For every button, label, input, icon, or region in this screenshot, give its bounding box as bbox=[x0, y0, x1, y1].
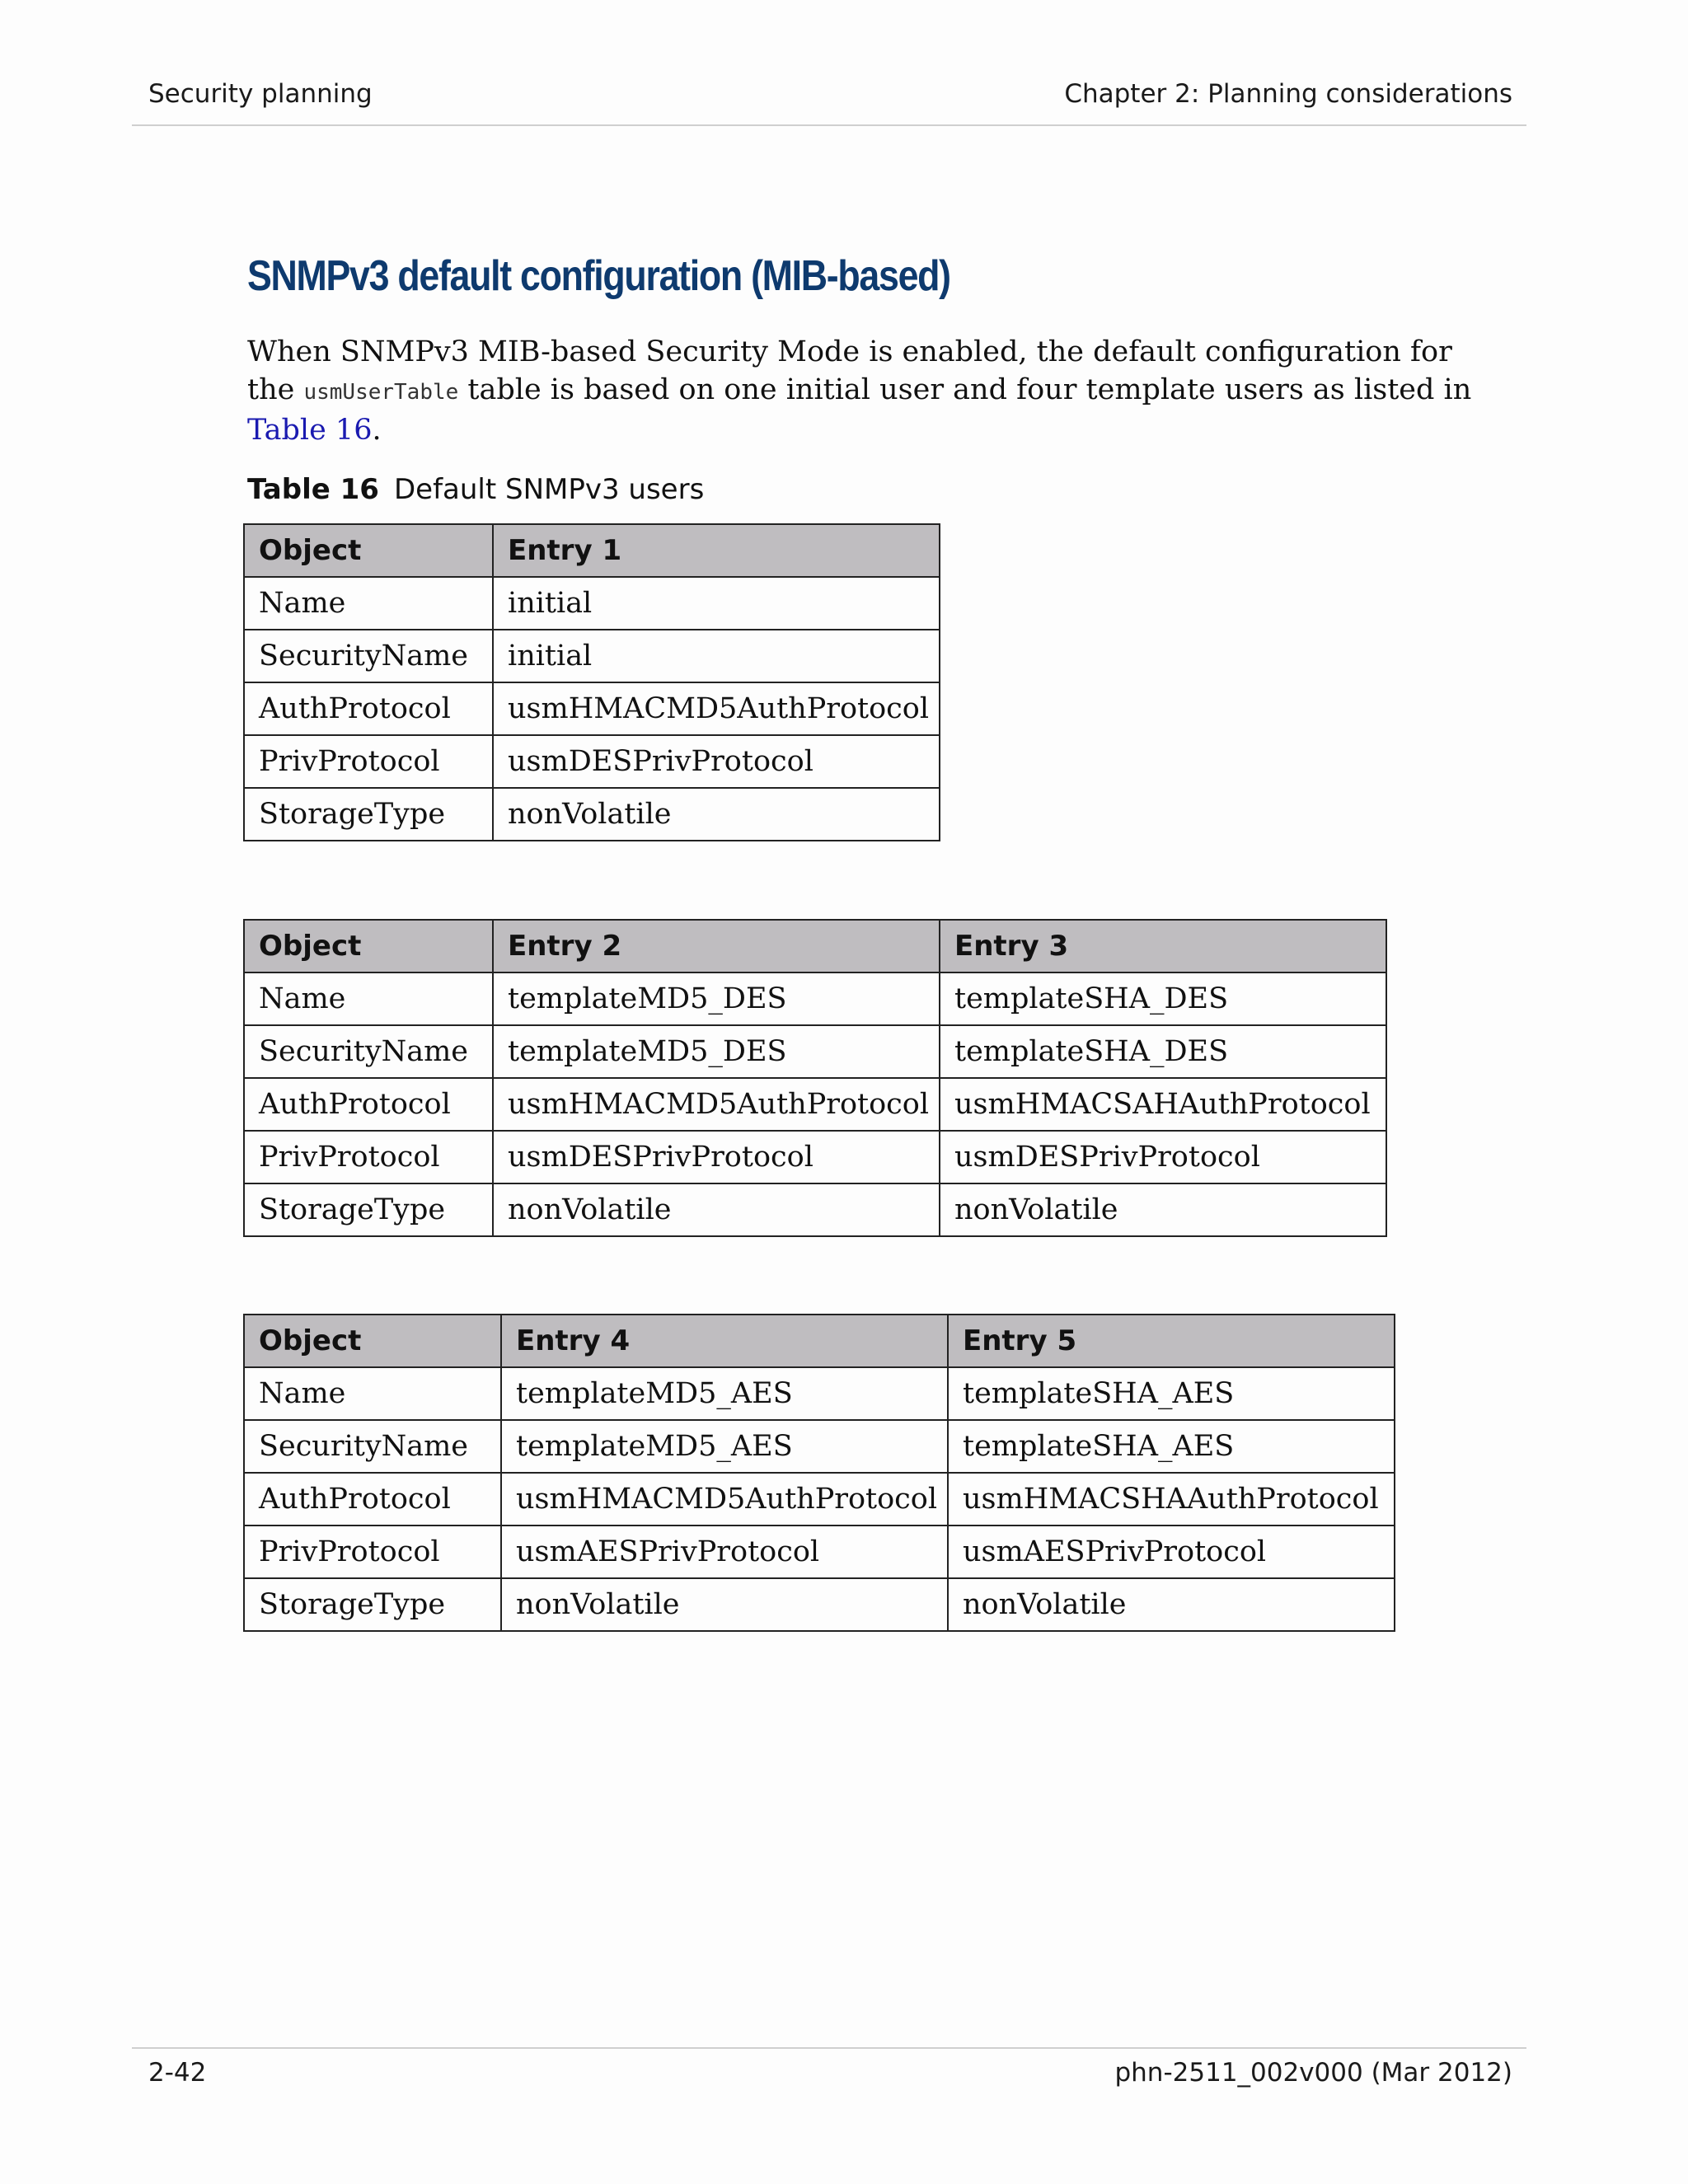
table-row bbox=[244, 1578, 1395, 1631]
table-cell: usmDESPrivProtocol bbox=[493, 1131, 940, 1183]
table-header-row bbox=[244, 920, 1386, 972]
table-cell: templateSHA_AES bbox=[948, 1367, 1395, 1420]
section-title: SNMPv3 default configuration (MIB-based) bbox=[247, 252, 950, 300]
table-cell: AuthProtocol bbox=[244, 1473, 501, 1526]
table-cell: StorageType bbox=[244, 1578, 501, 1631]
table-cell: SecurityName bbox=[244, 1025, 493, 1078]
table-cell: initial bbox=[493, 630, 940, 682]
table-cell: templateSHA_DES bbox=[940, 972, 1386, 1025]
table-cell: usmDESPrivProtocol bbox=[940, 1131, 1386, 1183]
table-cell: templateMD5_DES bbox=[493, 1025, 940, 1078]
table-cell: initial bbox=[493, 577, 940, 630]
table-cell: PrivProtocol bbox=[244, 1526, 501, 1578]
header-divider bbox=[132, 124, 1526, 126]
header-cell: Entry 2 bbox=[493, 920, 940, 972]
snmp-users-table-entries-2-3 bbox=[243, 919, 1387, 1237]
table-row bbox=[244, 1473, 1395, 1526]
table-cell: usmHMACSAHAuthProtocol bbox=[940, 1078, 1386, 1131]
table-row bbox=[244, 682, 940, 735]
table-cell: Name bbox=[244, 1367, 501, 1420]
table-cell: nonVolatile bbox=[948, 1578, 1395, 1631]
table-row bbox=[244, 1526, 1395, 1578]
table-row bbox=[244, 630, 940, 682]
header-cell: Object bbox=[244, 524, 493, 577]
table-row bbox=[244, 1367, 1395, 1420]
table-cell: AuthProtocol bbox=[244, 682, 493, 735]
table-cell: usmAESPrivProtocol bbox=[948, 1526, 1395, 1578]
header-cell: Object bbox=[244, 920, 493, 972]
table-row bbox=[244, 1025, 1386, 1078]
table-cell: templateSHA_DES bbox=[940, 1025, 1386, 1078]
table-row bbox=[244, 1131, 1386, 1183]
table-row bbox=[244, 972, 1386, 1025]
table-caption bbox=[247, 473, 704, 506]
table-cell: PrivProtocol bbox=[244, 735, 493, 788]
table-cell: usmHMACMD5AuthProtocol bbox=[493, 1078, 940, 1131]
table-header-row bbox=[244, 524, 940, 577]
table-cell: Name bbox=[244, 577, 493, 630]
table-row bbox=[244, 788, 940, 841]
intro-text-3: . bbox=[372, 414, 382, 447]
table-cell: nonVolatile bbox=[493, 788, 940, 841]
table-cell: usmHMACMD5AuthProtocol bbox=[501, 1473, 948, 1526]
table-cell: usmDESPrivProtocol bbox=[493, 735, 940, 788]
table-cell: StorageType bbox=[244, 788, 493, 841]
table-cell: AuthProtocol bbox=[244, 1078, 493, 1131]
header-cell: Entry 5 bbox=[948, 1315, 1395, 1367]
table-cell: PrivProtocol bbox=[244, 1131, 493, 1183]
table-caption-label: Table 16 bbox=[247, 473, 379, 506]
intro-code: usmUserTable bbox=[303, 380, 459, 405]
table-cell: StorageType bbox=[244, 1183, 493, 1236]
table-cell: SecurityName bbox=[244, 630, 493, 682]
table-cell: usmHMACMD5AuthProtocol bbox=[493, 682, 940, 735]
document-id: phn-2511_002v000 (Mar 2012) bbox=[1114, 2058, 1512, 2088]
table-header-row bbox=[244, 1315, 1395, 1367]
table-cell: templateMD5_DES bbox=[493, 972, 940, 1025]
header-cell: Entry 4 bbox=[501, 1315, 948, 1367]
table-caption-text: Default SNMPv3 users bbox=[393, 473, 705, 506]
table-16-link[interactable]: Table 16 bbox=[247, 414, 373, 447]
footer-divider bbox=[132, 2047, 1526, 2049]
table-cell: usmAESPrivProtocol bbox=[501, 1526, 948, 1578]
page-number: 2-42 bbox=[148, 2058, 207, 2088]
table-row bbox=[244, 1078, 1386, 1131]
table-cell: Name bbox=[244, 972, 493, 1025]
table-cell: templateMD5_AES bbox=[501, 1367, 948, 1420]
table-cell: templateSHA_AES bbox=[948, 1420, 1395, 1473]
header-cell: Object bbox=[244, 1315, 501, 1367]
running-header-left: Security planning bbox=[148, 79, 373, 109]
table-cell: nonVolatile bbox=[501, 1578, 948, 1631]
running-header-right: Chapter 2: Planning considerations bbox=[1064, 79, 1512, 109]
table-row bbox=[244, 577, 940, 630]
header-cell: Entry 1 bbox=[493, 524, 940, 577]
snmp-users-table-entries-4-5 bbox=[243, 1314, 1395, 1632]
header-cell: Entry 3 bbox=[940, 920, 1386, 972]
intro-text-1: When SNMPv3 MIB-based Security Mode is enabled, the default configuration for the bbox=[247, 335, 1452, 406]
table-cell: SecurityName bbox=[244, 1420, 501, 1473]
table-cell: nonVolatile bbox=[940, 1183, 1386, 1236]
snmp-users-table-entry-1 bbox=[243, 523, 940, 841]
intro-paragraph bbox=[247, 333, 1492, 449]
table-row bbox=[244, 1183, 1386, 1236]
table-row bbox=[244, 735, 940, 788]
table-cell: nonVolatile bbox=[493, 1183, 940, 1236]
intro-text-2: table is based on one initial user and four template users as listed in bbox=[458, 373, 1472, 406]
table-cell: usmHMACSHAAuthProtocol bbox=[948, 1473, 1395, 1526]
table-cell: templateMD5_AES bbox=[501, 1420, 948, 1473]
table-row bbox=[244, 1420, 1395, 1473]
